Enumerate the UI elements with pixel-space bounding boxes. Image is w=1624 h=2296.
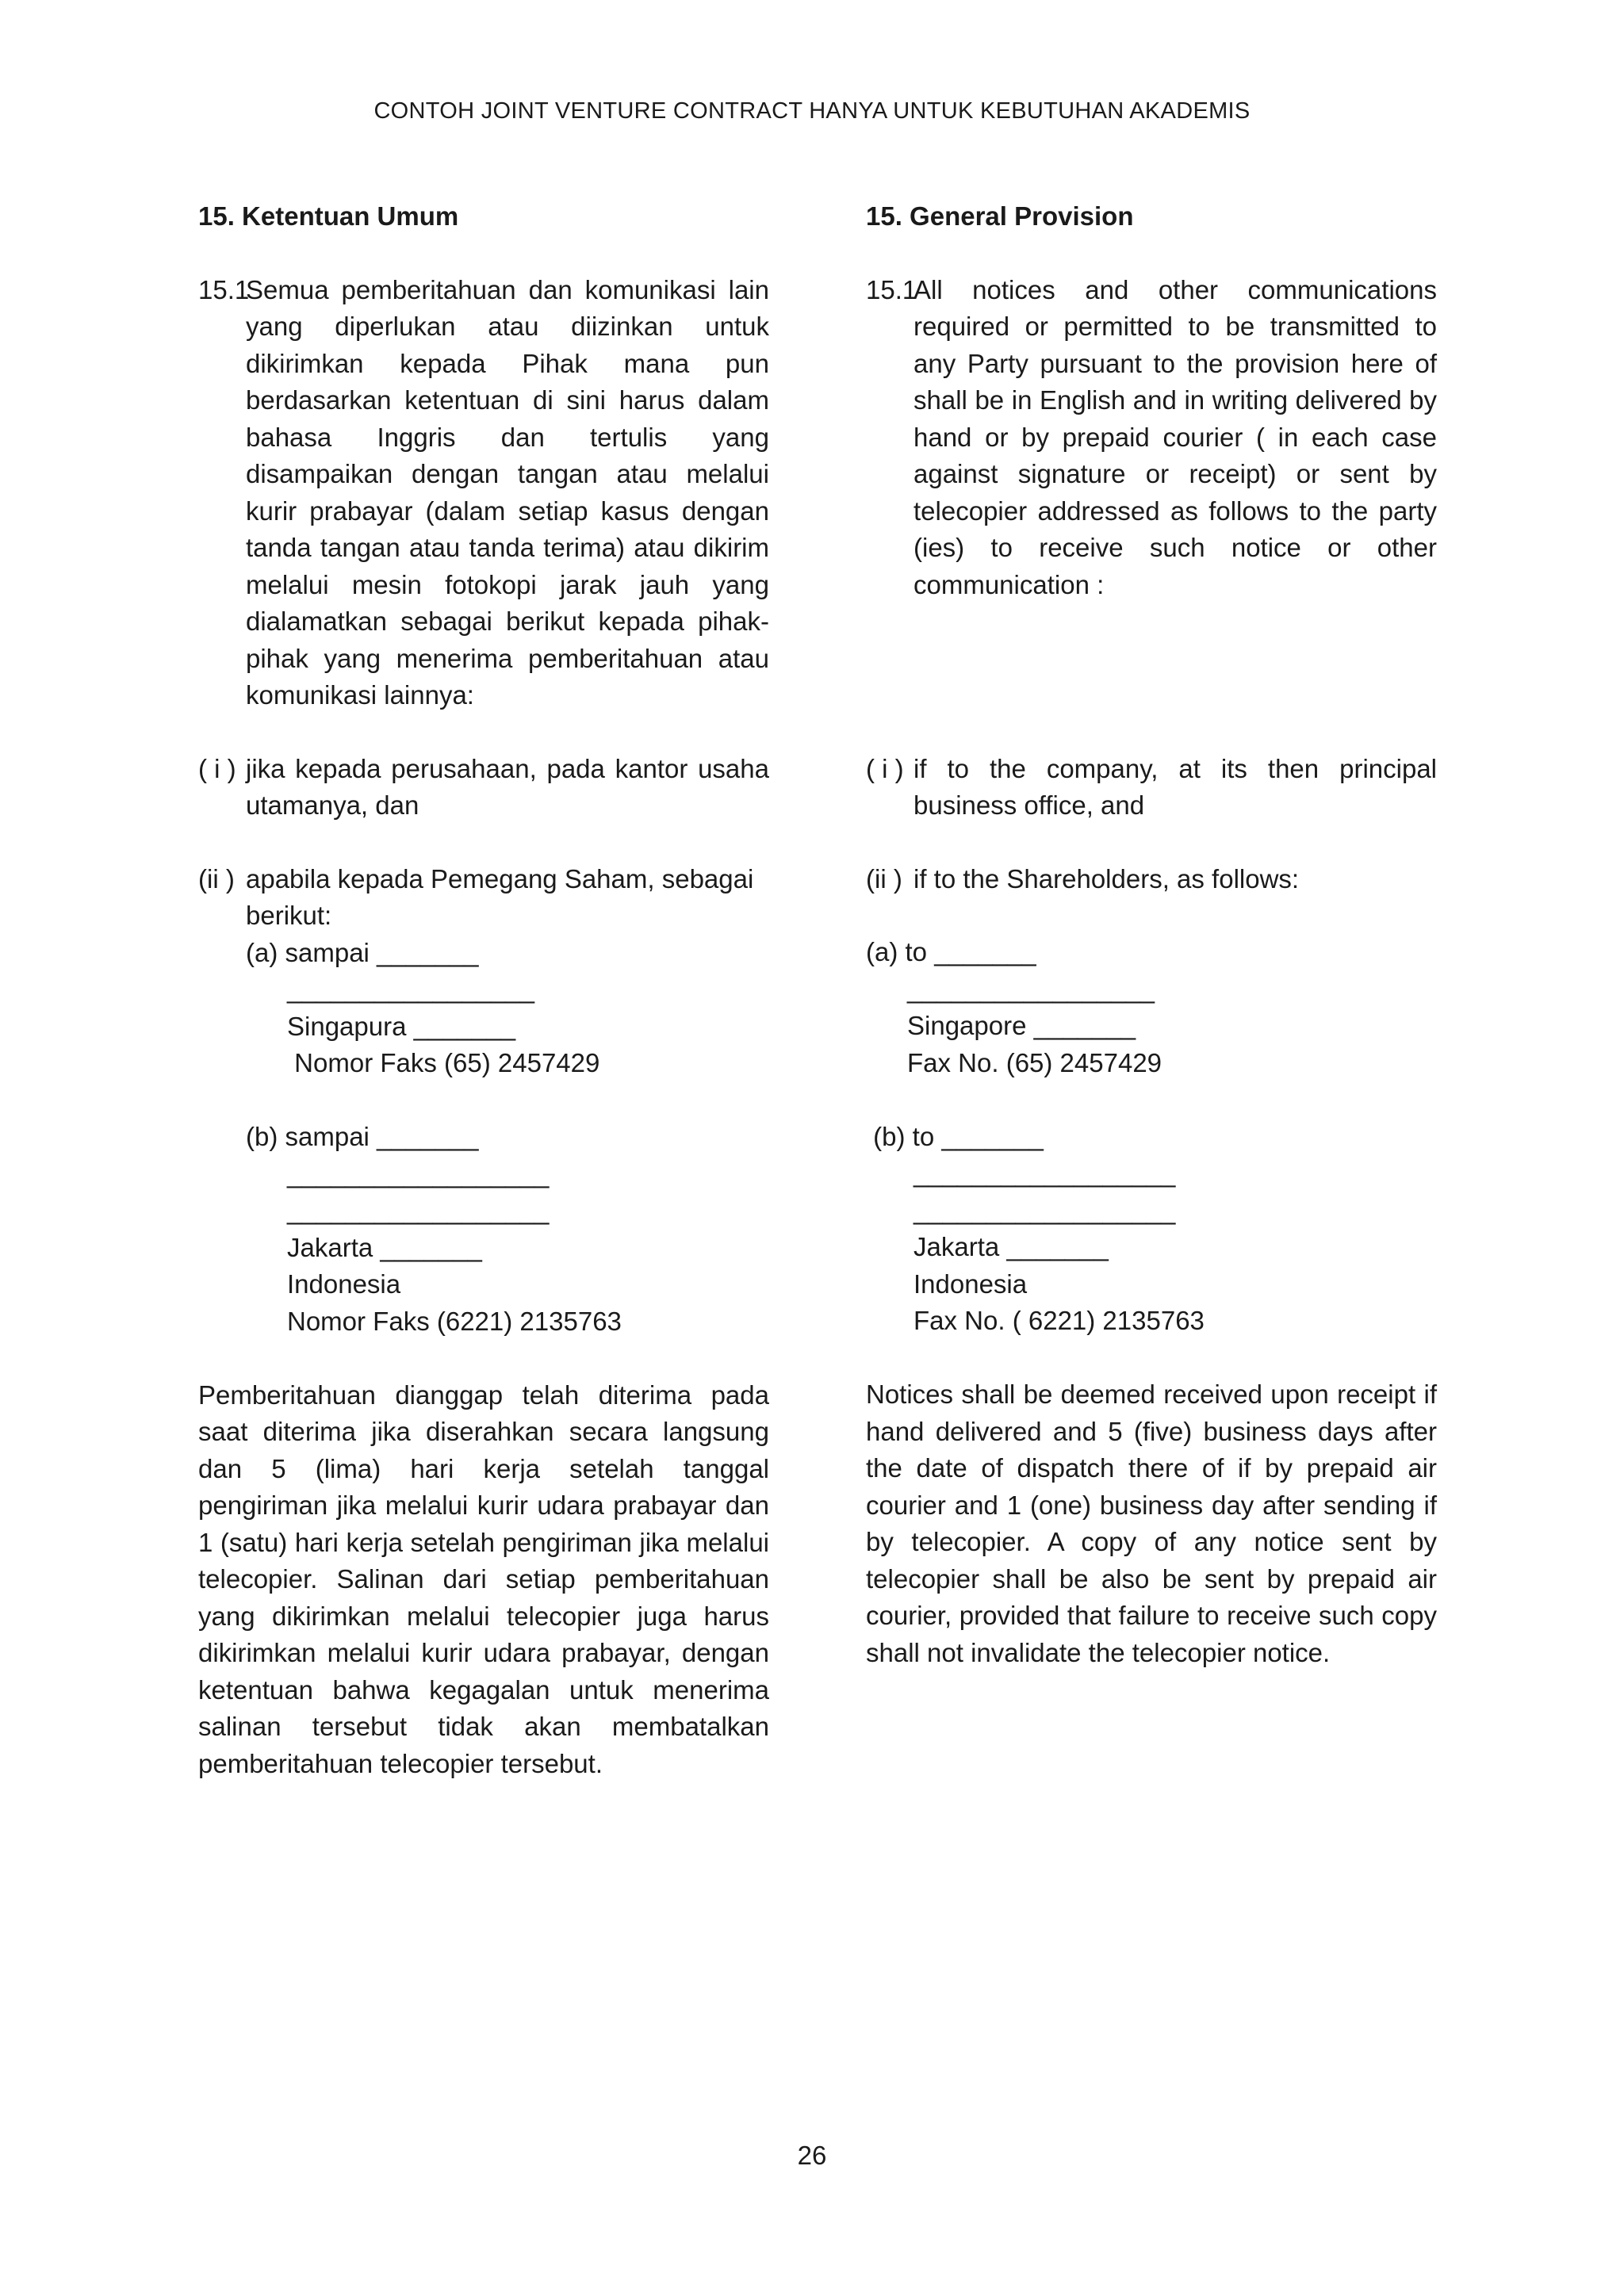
item-label: (ii ) [866,863,902,894]
section-heading-en: 15. General Provision [866,201,1134,231]
item-i-id [198,751,769,825]
address-a-line: (a) to _______ [866,937,1036,966]
address-b-blank-2: __________________ [914,1195,1176,1225]
address-a-fax: Fax No. (65) 2457429 [907,1047,1162,1077]
clause-text: Semua pemberitahuan dan komunikasi lain yang diperlukan atau diizinkan untuk dikirimkan kepada Pihak mana pun berdasarkan ketentuan di sini harus dalam bahasa Inggris dan tertulis yang disampaikan dengan tangan atau melalui kurir prabayar (dalam setiap kasus dengan tanda tangan atau tanda terima) atau dikirim melalui mesin fotokopi jarak jauh yang dialamatkan sebagai berikut kepada pihak-pihak yang menerima pemberitahuan atau komunikasi lainnya: [246,274,769,710]
item-label: (ii ) [198,863,235,894]
item-ii-en [866,861,1437,898]
clause-15-1-id [198,272,769,714]
item-label: ( i ) [198,753,236,783]
notice-paragraph-en: Notices shall be deemed received upon receipt if hand delivered and 5 (five) business days after the date of dispatch there of if by prepaid air courier and 1 (one) business day after sending if by telecopier. A copy of any notice sent by telecopier shall be also be sent by prepaid air courier, provided that failure to receive such copy shall not invalidate the telecopier notice. [866,1380,1437,1667]
item-text: if to the company, at its then principal business office, and [914,753,1437,820]
address-b-city: Jakarta _______ [287,1232,482,1262]
clause-number: 15.1 [198,274,250,304]
address-b-fax: Nomor Faks (6221) 2135763 [287,1306,622,1336]
address-a-line: (a) sampai _______ [246,937,479,967]
address-b-fax: Fax No. ( 6221) 2135763 [914,1306,1205,1335]
address-b-line: (b) sampai _______ [246,1122,479,1151]
page-number: 26 [797,2141,827,2170]
item-text: if to the Shareholders, as follows: [914,863,1300,894]
address-a-city: Singapore _______ [907,1011,1136,1040]
clause-15-1-en [866,272,1437,604]
address-a-city: Singapura _______ [287,1011,516,1041]
address-b-blank-1: __________________ [914,1158,1176,1188]
address-b-country: Indonesia [914,1269,1028,1299]
english-column [866,198,1437,1708]
address-a-blank: _________________ [287,974,535,1004]
section-heading-id: 15. Ketentuan Umum [198,201,459,231]
address-b-country: Indonesia [287,1269,401,1299]
item-ii-id [198,861,769,935]
notice-paragraph-id: Pemberitahuan dianggap telah diterima pada saat diterima jika diserahkan secara langsung dan 5 (lima) hari kerja setelah tanggal pengiriman jika melalui kurir udara prabayar dan 1 (satu) hari kerja setelah pengiriman jika melalui telecopier. Salinan dari setiap pemberitahuan yang dikirimkan melalui telecopier juga harus dikirimkan melalui kurir udara prabayar, dengan ketentuan bahwa kegagalan untuk menerima salinan tersebut tidak akan membatalkan pemberitahuan telecopier tersebut. [198,1380,769,1778]
address-a-fax: Nomor Faks (65) 2457429 [287,1048,600,1077]
address-b-city: Jakarta _______ [914,1232,1109,1261]
item-i-en [866,751,1437,825]
clause-text: All notices and other communications required or permitted to be transmitted to any Party pursuant to the provision here of shall be in English and in writing delivered by hand or by prepaid courier ( in each case against signature or receipt) or sent by telecopier addressed as follows to the party (ies) to receive such notice or other communication : [914,274,1437,599]
address-a-blank: _________________ [907,974,1155,1004]
clause-number: 15.1 [866,274,917,304]
item-text: jika kepada perusahaan, pada kantor usaha utamanya, dan [246,753,769,820]
address-b-line: (b) to _______ [866,1121,1044,1151]
address-b-blank-1: __________________ [287,1158,550,1188]
address-b-blank-2: __________________ [287,1196,550,1225]
item-label: ( i ) [866,753,904,783]
indonesian-column [198,198,769,1819]
item-text: apabila kepada Pemegang Saham, sebagai berikut: [246,863,754,930]
page-header: CONTOH JOINT VENTURE CONTRACT HANYA UNTUK KEBUTUHAN AKADEMIS [373,98,1251,124]
